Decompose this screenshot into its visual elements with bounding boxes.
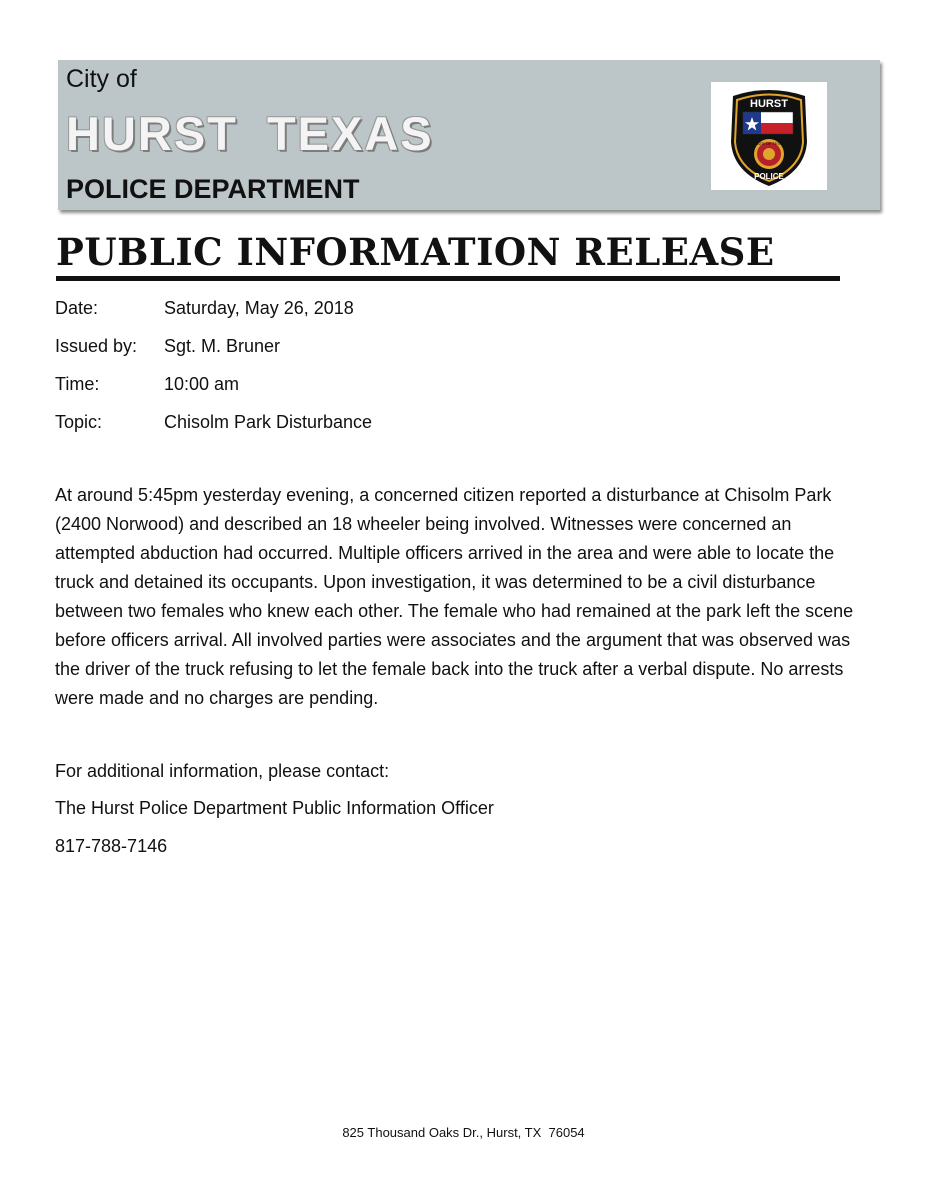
badge-seal-text: STATE OF TEXAS bbox=[752, 141, 786, 146]
topic-label: Topic: bbox=[55, 412, 103, 432]
contact-phone: 817-788-7146 bbox=[55, 836, 168, 856]
contact-intro: For additional information, please contact: bbox=[55, 761, 390, 781]
title-underline bbox=[56, 276, 840, 281]
police-badge-logo bbox=[711, 82, 827, 190]
city-prefix: City of bbox=[66, 65, 137, 93]
department-name: POLICE DEPARTMENT bbox=[66, 174, 360, 204]
police-badge-icon bbox=[711, 82, 827, 190]
issued-by-label: Issued by: bbox=[55, 336, 138, 356]
topic-value: Chisolm Park Disturbance bbox=[164, 412, 373, 432]
time-label: Time: bbox=[55, 374, 100, 394]
letterhead-banner bbox=[58, 60, 880, 210]
time-value: 10:00 am bbox=[164, 374, 240, 394]
badge-bottom-text: POLICE bbox=[754, 172, 784, 181]
release-title: PUBLIC INFORMATION RELEASE bbox=[56, 230, 775, 274]
badge-top-text: HURST bbox=[750, 98, 788, 110]
city-name: HURST TEXAS bbox=[66, 107, 434, 160]
contact-office: The Hurst Police Department Public Information Officer bbox=[55, 798, 494, 818]
issued-by-value: Sgt. M. Bruner bbox=[164, 336, 281, 356]
release-body: At around 5:45pm yesterday evening, a concerned citizen reported a disturbance at Chisolm Park (2400 Norwood) and described an 18 wheeler being involved. Witnesses were concerned an attempted abduction had occurred. Multiple officers arrived in the area and were able to locate the truck and detained its occupants. Upon investigation, it was determined to be a civil disturbance between two females who knew each other. The female who had remained at the park left the scene before officers arrival. All involved parties were associates and the argument that was observed was the driver of the truck refusing to let the female back into the truck after a verbal dispute. No arrests were made and no charges are pending. bbox=[55, 485, 854, 708]
date-value: Saturday, May 26, 2018 bbox=[164, 298, 354, 318]
footer-address: 825 Thousand Oaks Dr., Hurst, TX 76054 bbox=[342, 1125, 585, 1140]
date-label: Date: bbox=[55, 298, 99, 318]
